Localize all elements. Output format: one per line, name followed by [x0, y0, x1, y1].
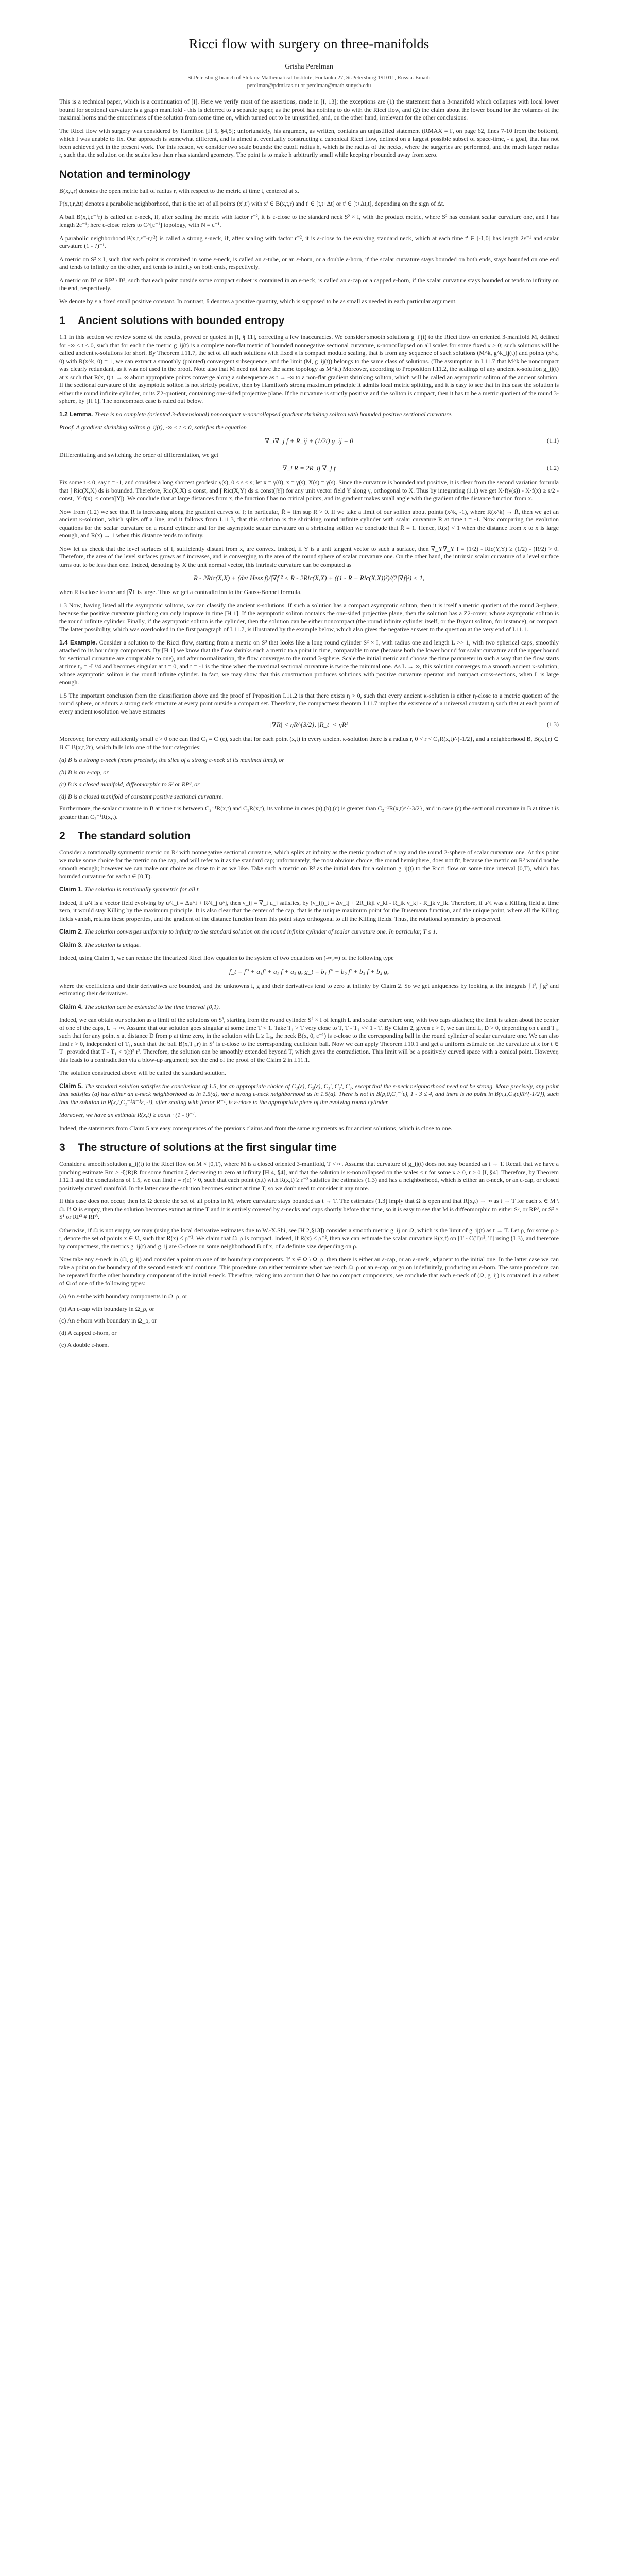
proof-paragraph: Moreover, we have an estimate R(x,t) ≥ const · (1 - t)⁻¹. — [59, 1111, 196, 1118]
claim — [59, 928, 559, 936]
example-text: Consider a solution to the Ricci flow, starting from a metric on S³ that looks like a long round cylinder S² × I, with radius one and length L >> 1, with two spherical caps, smoothly attached to its boundary components. By [H 1] we know that the flow shrinks such a metric to a point in time, comparable to one (because both the lower bound for scalar curvature and the upper bound for sectional curvature are comparable to one), and after normalization, the flow converges to the round 3-sphere. Scale the initial metric and choose the time parameter in such a way that the flow starts at time t₀ = -L²/4 and becomes singular at t = 0, and t = -1 is the time when the maximal sectional curvature is twice the minimal one. As L → ∞, this solution converges to a smooth ancient κ-solution, whose asymptotic soliton is the round infinite cylinder. In fact, we may show that this construction produces solutions with positive curvature operator and compact cross-sections, when L is large enough. — [59, 638, 559, 686]
equation — [59, 464, 559, 472]
list-item: (b) B is an ε-cap, or — [59, 768, 109, 776]
equation-tag: (1.2) — [547, 464, 559, 471]
example — [59, 639, 559, 687]
section-title: The standard solution — [78, 830, 191, 842]
notation-paragraph: A metric on S² × I, such that each point is contained in some ε-neck, is called an ε-tube, or an ε-horn, or a double ε-horn, if the scalar curvature stays bounded on both ends, stays bounded on one end and tends to infinity on the other, and tends to infinity on both ends, respectively. — [59, 255, 559, 270]
claim-label: Claim 3. — [59, 941, 83, 948]
claim-text: The solution is unique. — [84, 941, 141, 948]
equation-tag: (1.1) — [547, 436, 559, 444]
claim-text: The solution can be extended to the time interval [0,1). — [84, 1003, 220, 1010]
section-title: The structure of solutions at the first singular time — [78, 1142, 337, 1154]
section-paragraph: Otherwise, if Ω is not empty, we may (using the local derivative estimates due to W.-X.Shi, see [H 2,§13]) consider a smooth metric ḡ_ij on Ω, which is the limit of g_ij(t) as t → T. Let ρ, for some ρ > r, denote the set of points x ∈ Ω, such that R(x) ≤ ρ⁻². We claim that Ω_ρ is compact. Indeed, if R(x) ≤ ρ⁻², then we can estimate the scalar curvature R(x,t) on [T - C(T)r², T] using (1.3), and therefore by compactness, the metrics g_ij(t) and ḡ_ij are C-close on some neighborhood B of x, of a definite size depending on ρ. — [59, 1226, 559, 1250]
equation — [59, 721, 559, 729]
proof-paragraph: where the coefficients and their derivatives are bounded, and the unknowns f, g and their derivatives tend to zero at infinity by Claim 2. So we get uniqueness by looking at the integrals ∫ f², ∫ g² and estimating their derivatives. — [59, 981, 559, 997]
equation-body: ∇_i R = 2R_ij ∇_j f — [282, 464, 336, 472]
equation-body: ∇_i∇_j f + R_ij + (1/2t) g_ij = 0 — [265, 436, 353, 445]
notation-paragraph: P(x,t,r,Δt) denotes a parabolic neighborhood, that is the set of all points (x',t') with x' ∈ B(x,t,r) and t' ∈ [t,t+Δt] or t' ∈ [t+Δt,t], depending on the sign of Δt. — [59, 200, 445, 207]
section-paragraph: Consider a smooth solution g_ij(t) to the Ricci flow on M × [0,T), where M is a closed oriented 3-manifold, T < ∞. Assume that curvature of g_ij(t) does not stay bounded as t → T. Recall that we have a pinching estimate Rm ≥ -ξ(R)R for some function ξ decreasing to zero at infinity [H 4, §4], and that the solution is κ-noncollapsed on the scales ≤ r for some κ > 0, r > 0 [I, §4]. Therefore, by Theorem I.12.1 and the conclusions of 1.5, we can find r = r(ε) > 0, such that each point (x,t) with R(x,t) ≥ r⁻² satisfies the estimates (1.3) and has a neighborhood, which is either an ε-neck, or an ε-cap, or closed positively curved manifold. In the latter case the solution becomes extinct at time T, so we don't need to consider it any more. — [59, 1160, 559, 1192]
paper-affiliation — [0, 74, 618, 90]
section-paragraph: Furthermore, the scalar curvature in B at time t is between C₂⁻¹R(x,t) and C₂R(x,t), its volume in cases (a),(b),(c) is greater than C₂⁻¹R(x,t)^{-3/2}, and in case (c) the sectional curvature in B at time t is greater than C₂⁻¹R(x,t). — [59, 805, 559, 820]
section-paragraph: Moreover, for every sufficiently small ε > 0 one can find C₁ = C₁(ε), such that for each point (x,t) in every ancient κ-solution there is a radius r, 0 < r < C₁R(x,t)^{-1/2}, and a neighborhood B, B(x,t,r) ⊂ B ⊂ B(x,t,2r), which falls into one of the four categories: — [59, 735, 559, 751]
section-paragraph: Consider a rotationally symmetric metric on R³ with nonnegative sectional curvature, which splits at infinity as the metric product of a ray and the round 2-sphere of scalar curvature one. At this point we make some choice for the metric on the cap, and will refer to it as the standard cap; unfortunately, the most obvious choice, the round hemisphere, does not fit, because the metric on R³ would not be smooth enough; however we can make our choice as close to it as we like. Take such a metric on R³ as the initial data for a solution g_ij(t) to the Ricci flow on some time interval [0,T), which has bounded curvature for each t ∈ [0,T). — [59, 849, 559, 880]
section-heading — [59, 315, 559, 327]
proof-paragraph: Indeed, using Claim 1, we can reduce the linearized Ricci flow equation to the system of two equations on (-∞,∞) of the following type — [59, 954, 394, 961]
affiliation-line: St.Petersburg branch of Steklov Mathematical Institute, Fontanka 27, St.Petersburg 191011, Russia. Email: — [187, 75, 431, 81]
section-paragraph: when R is close to one and |∇f| is large. Thus we get a contradiction to the Gauss-Bonnet formula. — [59, 588, 302, 596]
claim-text: The solution is rotationally symmetric for all t. — [84, 886, 200, 893]
notation-paragraph: A parabolic neighborhood P(x,t,ε⁻¹r,r²) is called a strong ε-neck, if, after scaling with factor r⁻², it is ε-close to the evolving standard neck, which at each time t' ∈ [-1,0] has length 2ε⁻¹ and scalar curvature (1 - t')⁻¹. — [59, 234, 559, 249]
lemma-text: There is no complete (oriented 3-dimensional) noncompact κ-noncollapsed gradient shrinking soliton with bounded positive sectional curvature. — [94, 410, 453, 418]
claim — [59, 1003, 559, 1011]
list-item: (c) An ε-horn with boundary in Ω_ρ, or — [59, 1317, 157, 1324]
section-paragraph: 1.3 Now, having listed all the asymptotic solitons, we can classify the ancient κ-solutions. If such a solution has a compact asymptotic soliton, then it is itself a metric quotient of the round 3-sphere, because the positive curvature pinching can only improve in time [H 1]. If the asymptotic soliton contains the one-sided projective plane, then the solution has a Z2-cover, whose asymptotic soliton is the round infinite cylinder. Finally, if the asymptotic soliton is the cylinder, then the solution can be either noncompact (the round infinite cylinder itself, or the Bryant soliton, for instance), or compact. The latter possibility, which was overlooked in the first paragraph of I.11.7, is illustrated by the example below, which also gives the negative answer to the question at the very end of I.11.1. — [59, 601, 559, 633]
proof-paragraph: Proof. A gradient shrinking soliton g_ij(t), -∞ < t < 0, satisfies the equation — [59, 423, 247, 431]
claim — [59, 1082, 559, 1107]
section-number: 2 — [59, 830, 65, 842]
list-item: (e) A double ε-horn. — [59, 1341, 109, 1348]
list-item: (d) A capped ε-horn, or — [59, 1329, 117, 1336]
claim — [59, 941, 559, 950]
equation — [59, 968, 559, 976]
intro-paragraph: This is a technical paper, which is a continuation of [I]. Here we verify most of the assertions, made in [I, 13]; the exceptions are (1) the statement that a 3-manifold which collapses with local lower bound for sectional curvature is a graph manifold - this is deferred to a separate paper, as the proof has nothing to do with the Ricci flow, and (2) the claim about the lower bound for the volumes of the maximal horns and the smoothness of the solution from some time on, which turned out to be unjustified, and, on the other hand, irrelevant for the other conclusions. — [59, 98, 559, 121]
example-label: 1.4 Example. — [59, 638, 97, 646]
notation-paragraph: A metric on B³ or RP³ \ B̄³, such that each point outside some compact subset is contained in an ε-neck, is called an ε-cap or a capped ε-horn, if the scalar curvature stays bounded or tends to infinity on the end, respectively. — [59, 276, 559, 292]
equation-body: R - 2Ric(X,X) + (det Hess f)/|∇f|² < R - 2Ric(X,X) + ((1 - R + Ric(X,X))²)/(2|∇f|²) < 1, — [193, 574, 425, 582]
claim-text: The solution converges uniformly to infinity to the standard solution on the round infinite cylinder of scalar curvature one. In particular, T ≤ 1. — [84, 928, 438, 935]
affiliation-email: perelman@pdmi.ras.ru or perelman@math.sunysb.edu — [247, 82, 371, 89]
claim-label: Claim 5. — [59, 1082, 83, 1090]
proof-paragraph: Indeed, if u^i is a vector field evolving by u^i_t = Δu^i + R^i_j u^j, then v_ij = ∇_i u_j satisfies, by (v_ij)_t = Δv_ij + 2R_ikjl v_kl - R_ik v_kj - R_jk v_ik. Therefore, if u^i was a Killing field at time zero, it would stay Killing by the maximum principle. It is also clear that the center of the cap, that is the unique maximum point for the Busemann function, and the unique point, where all the Killing fields vanish, retains these properties, and the gradient of the distance function from this point stays orthogonal to all the Killing fields. Thus, the rotational symmetry is preserved. — [59, 899, 559, 922]
list-item: (b) An ε-cap with boundary in Ω_ρ, or — [59, 1304, 154, 1312]
equation-body: |∇R| < ηR^{3/2}, |R_t| < ηR² — [270, 721, 348, 728]
section-heading — [59, 830, 559, 842]
proof-paragraph: Indeed, we can obtain our solution as a limit of the solutions on S³, starting from the round cylinder S² × I of length L and scalar curvature one, with two caps attached; the limit is taken about the center of one of the caps, L → ∞. Assume that our solution goes singular at some time T < 1. Take T₁ > T very close to T, T - T₁ << 1 - T. By Claim 2, given ε > 0, we can find L, D > 0, depending on ε and T₁, such that for any point x at distance D from p at time zero, in the solution with L ≥ L₀, the neck B(x, 0, ε⁻¹) is ε-close to the corresponding ball in the round cylinder of scalar curvature one. We can also find r > 0, independent of T₁, such that the ball B(x,T₁,r) in S³ is ε-close to the corresponding euclidean ball. Now we can apply Theorem I.10.1 and get a uniform estimate on the curvature at x for t ∈ T₁ provided that T - T₁ < τ(r)² r². Therefore, the solution can be smoothly extended beyond T, which gives the contradiction. This limit will be a positively curved space with a conical point. However, this leads to a contradiction via a blow-up argument; see the end of the proof of the Claim 2 in I.11.1. — [59, 1016, 559, 1063]
section-paragraph: The solution constructed above will be called the standard solution. — [59, 1069, 226, 1076]
proof-paragraph: Fix some t < 0, say t = -1, and consider a long shortest geodesic γ(s), 0 ≤ s ≤ s̄; let x = γ(0), x̄ = γ(s̄), X(s) = γ̇(s). Since the curvature is bounded and positive, it is clear from the second variation formula that ∫ Ric(X,X) ds is bounded. Therefore, Ric(X,X) ≤ const, and ∫ Ric(X,Y) ds ≤ const(|Y|) for any unit vector field Y along γ, orthogonal to X. Thus by integrating (1.1) we get X·f(γ(s̄)) - X·f(x) ≥ s̄/2 - const, |Y·f(x̄)| ≤ const(|Y|). We conclude that at large distances from x, the function f has no critical points, and its gradient makes small angle with the gradient of the distance function from x. — [59, 479, 559, 502]
claim-label: Claim 1. — [59, 886, 83, 893]
lemma — [59, 411, 559, 419]
equation-body: f_t = f'' + a₁f' + a₂ f + a₃ g, g_t = b₁ f'' + b₂ f' + b₃ f + b₄ g, — [229, 967, 389, 975]
section-title: Ancient solutions with bounded entropy — [78, 315, 285, 327]
claim-label: Claim 2. — [59, 928, 83, 935]
claim-text: The standard solution satisfies the conclusions of 1.5, for an appropriate choice of C₁(ε), C₂(ε), C₁', C₂', C₃, except that the ε-neck neighborhood need not be strong. More precisely, any point that satisfies (a) has either an ε-neck neighborhood as in 1.5(a), nor a strong ε-neck neighborhood as in 1.5(a). There is not in B(p,0,C₁⁻¹ε), 1 - 3 ≤ 4, and there is no point in B(x,t,C₁(ε)R^{-1/2}), such that the solution in P(x,t,C₁⁻¹R⁻¹ε, -t), after scaling with factor R⁻¹, is ε-close to the appropriate piece of the evolving round cylinder. — [59, 1082, 559, 1106]
list-item: (d) B is a closed manifold of constant positive sectional curvature. — [59, 792, 224, 800]
list-item: (a) B is a strong ε-neck (more precisely, the slice of a strong ε-neck at its maximal time), or — [59, 756, 284, 764]
section-number: 3 — [59, 1142, 65, 1154]
proof-paragraph: Differentiating and switching the order of differentiation, we get — [59, 451, 219, 459]
proof-paragraph: Indeed, the statements from Claim 5 are easy consequences of the previous claims and from the same arguments as for ancient solutions, which is close to one. — [59, 1124, 453, 1132]
notation-paragraph: B(x,t,r) denotes the open metric ball of radius r, with respect to the metric at time t, centered at x. — [59, 187, 300, 194]
paper-title: Ricci flow with surgery on three-manifolds — [188, 36, 430, 52]
claim-label: Claim 4. — [59, 1003, 83, 1010]
paper-body — [59, 98, 559, 1353]
section-number: 1 — [59, 315, 65, 327]
section-paragraph: If this case does not occur, then let Ω denote the set of all points in M, where curvature stays bounded as t → T. The estimates (1.3) imply that Ω is open and that R(x,t) → ∞ as t → T for each x ∈ M \ Ω. If Ω is empty, then the solution becomes extinct at time T and it is entirely covered by ε-necks and caps shortly before that time, so it is easy to see that M is diffeomorphic to either S³, or RP³, or S² × S¹ or RP³ # RP³. — [59, 1197, 559, 1221]
equation — [59, 437, 559, 445]
list-item: (c) B is a closed manifold, diffeomorphic to S³ or RP³, or — [59, 781, 200, 788]
notation-paragraph: We denote by ε a fixed small positive constant. In contrast, δ denotes a positive quantity, which is supposed to be as small as needed in each particular argument. — [59, 297, 457, 305]
section-paragraph: Now let us check that the level surfaces of f, sufficiently distant from x, are convex. Indeed, if Y is a unit tangent vector to such a surface, then ∇_Y∇_Y f = (1/2) - Ric(Y,Y) ≥ (1/2) - (R/2) > 0. Therefore, the area of the level surfaces grows as f increases, and is converging to the area of the round sphere of scalar curvature one. On the other hand, the intrinsic scalar curvature of a level surface turns out to be less than one. Indeed, denoting by X the unit normal vector, this intrinsic curvature can be computed as — [59, 545, 559, 568]
lemma-label: 1.2 Lemma. — [59, 410, 93, 418]
notation-heading: Notation and terminology — [59, 168, 191, 180]
section-paragraph: 1.5 The important conclusion from the classification above and the proof of Proposition I.11.2 is that there exists η > 0, such that every ancient κ-solution is either η-close to a metric quotient of the round sphere, or admits a strong neck structure at every point outside a compact set. Therefore, the compactness theorem I.11.7 implies the existence of a universal constant η such that at each point of every ancient κ-solution we have estimates — [59, 691, 559, 715]
equation-tag: (1.3) — [547, 721, 559, 728]
section-paragraph: Now from (1.2) we see that R is increasing along the gradient curves of f; in particular, R̄ = lim sup R > 0. If we take a limit of our soliton about points (x^k, -1), where R(x^k) → R̄, then we get an ancient κ-solution, which splits off a line, and it follows from I.11.3, that this solution is the shrinking round infinite cylinder with scalar curvature R̄ at time t = -1. Now comparing the evolution equations for the scalar curvature on a round cylinder and for the asymptotic scalar curvature on a shrinking soliton we conclude that R̄ = 1. Hence, R(x) < 1 when the distance from x to x is large enough, and R(x) → 1 when this distance tends to infinity. — [59, 507, 559, 539]
intro-paragraph: The Ricci flow with surgery was considered by Hamilton [H 5, §4,5]; unfortunately, his argument, as written, contains an unjustified statement (RMAX = Γ, on page 62, lines 7-10 from the bottom), which I was unable to fix. Our approach is somewhat different, and is aimed at eventually constructing a canonical Ricci flow, defined on a largest possible subset of space-time, - a goal, that has not been achieved yet in the present work. For this reason, we consider two scale bounds: the cutoff radius h, which is the radius of the necks, where the surgeries are performed, and the much larger radius r, such that the solution on the scales less than r has standard geometry. The point is to make h arbitrarily small while keeping r bounded away from zero. — [59, 127, 559, 158]
claim — [59, 886, 559, 894]
list-item: (a) An ε-tube with boundary components in Ω_ρ, or — [59, 1293, 187, 1300]
section-paragraph: Now take any ε-neck in (Ω, ḡ_ij) and consider a point on one of its boundary components. If x ∈ Ω \ Ω_ρ, then there is either an ε-cap, or an ε-neck, adjacent to the initial one. In the latter case we can take a point on the boundary of the second ε-neck and continue. This procedure can either terminate when we reach Ω_ρ or an ε-cap, or go on indefinitely, producing an ε-horn. The same procedure can be repeated for the other boundary component of the initial ε-neck. Therefore, taking into account that Ω has no compact components, we conclude that each ε-neck of (Ω, ḡ_ij) is contained in a subset of Ω of one of the following types: — [59, 1256, 559, 1287]
paper-author: Grisha Perelman — [285, 63, 333, 71]
section-heading — [59, 1142, 559, 1154]
section-paragraph: 1.1 In this section we review some of the results, proved or quoted in [I, § 11], correcting a few inaccuracies. We consider smooth solutions g_ij(t) to the Ricci flow on oriented 3-manifold M, defined for -∞ < t ≤ 0, such that for each t the metric g_ij(t) is a complete non-flat metric of bounded nonnegative sectional curvature, κ-noncollapsed on all scales for some fixed κ > 0; such solutions will be called ancient κ-solutions for short. By Theorem I.11.7, the set of all such solutions with fixed κ is compact modulo scaling, that is from any sequence of such solutions (M^k, g^k_ij(t)) and points (x^k, 0) with R(x^k, 0) = 1, we can extract a smoothly (pointed) convergent subsequence, and the limit (M, g_ij(t)) belongs to the same class of solutions. (The assumption in I.11.7 that M^k be noncompact was clearly redundant, as it was not used in the proof. Note also that M need not have the same topology as M^k.) Moreover, according to Proposition I.11.2, the scalings of any ancient κ-solution g_ij(t) at x such that R(x, t)|t| → ∞ about appropriate points converge along a subsequence as t → -∞ to a non-flat gradient shrinking soliton, which will be called an asymptotic soliton of the ancient solution. If the sectional curvature of the asymptotic soliton is not strictly positive, then by Hamilton's strong maximum principle it admits local metric splitting, and it is easy to see that in this case the solution is either the round infinite cylinder, or its Z2-quotient, containing one-sided projective plane. If the curvature is strictly positive and the soliton is compact, then it has to be a metric quotient of the round 3-sphere, by [H 1]. The noncompact case is ruled out below. — [59, 333, 559, 404]
equation — [59, 574, 559, 582]
notation-paragraph: A ball B(x,t,ε⁻¹r) is called an ε-neck, if, after scaling the metric with factor r⁻², it is ε-close to the standard neck S² × I, with the product metric, where S² has constant scalar curvature one, and I has length 2ε⁻¹; here ε-close refers to C^[ε⁻¹] topology, with N = ε⁻¹. — [59, 213, 559, 228]
